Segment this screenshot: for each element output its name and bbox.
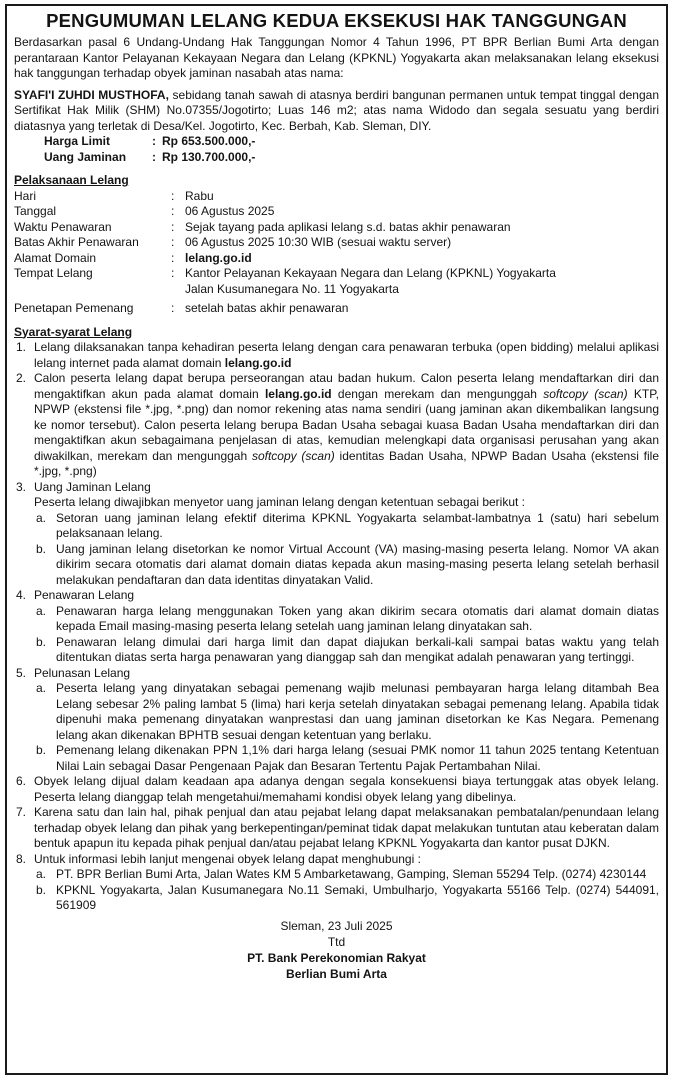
price-value: Rp 130.700.000,- (162, 149, 256, 164)
schedule-key: Tempat Lelang (14, 266, 93, 280)
list-number: 6. (16, 774, 27, 788)
schedule-colon: : (171, 301, 175, 315)
text-span: KTP, NPWP (ekstensi file *.jpg, *.png) dan nomor rekening atas nama sendiri (uang jaminan akan dikembalikan langsung ke nomor tersebut). Calon peserta lelang berupa Badan Usaha sebagai kuasa Badan Usaha mendaftarkan diri dan mengaktifkan akun sebagaimana penjelasan di atas, kemudian melengkapi data organisasi perusahan yang akan diwakilkan, merekam dan mengunggah (34, 386, 659, 463)
schedule-row (14, 251, 659, 267)
schedule-row (14, 266, 659, 297)
sublist-text: Setoran uang jaminan lelang efektif diterima KPKNL Yogyakarta selambat-lambatnya 1 (satu) hari sebelum pelaksanaan lelang. (56, 510, 659, 540)
sublist-item (34, 743, 659, 774)
venue-address: Jalan Kusumanegara No. 11 Yogyakarta (185, 281, 399, 296)
venue-name: Kantor Pelayanan Kekayaan Negara dan Lelang (KPKNL) Yogyakarta (185, 266, 556, 280)
price-colon: : (152, 149, 156, 164)
schedule-key: Batas Akhir Penawaran (14, 235, 139, 249)
list-item (14, 666, 659, 682)
text-span: softcopy (scan) (251, 448, 335, 463)
schedule-value: 06 Agustus 2025 (185, 204, 275, 218)
domain-link[interactable]: lelang.go.id (224, 355, 292, 370)
sublist-text: Penawaran harga lelang menggunakan Token yang akan dikirim secara otomatis dari alamat domain diatas kepada Email masing-masing peserta lelang setelah uang jaminan lelang dinyatakan sah. (56, 603, 659, 633)
schedule-key: Penetapan Pemenang (14, 301, 134, 315)
list-item (14, 805, 659, 852)
sublist-text: Uang jaminan lelang disetorkan ke nomor Virtual Account (VA) masing-masing peserta lelang. Nomor VA akan dikirim secara otomatis dari alamat domain diatas kepada akun masing-masing peserta lelang setelah berhasil melakukan pendaftaran dan data identitas dinyatakan Valid. (56, 541, 659, 587)
list-text: Pelunasan Lelang (34, 665, 131, 680)
schedule-key: Waktu Penawaran (14, 219, 112, 234)
company-name: Berlian Bumi Arta (286, 966, 387, 981)
schedule-colon: : (171, 235, 175, 249)
announcement-page (5, 4, 668, 1075)
sublist-letter: b. (36, 882, 47, 897)
sublist-item (34, 542, 659, 589)
schedule-value: Sejak tayang pada aplikasi lelang s.d. batas akhir penawaran (185, 219, 511, 234)
sublist-item (34, 681, 659, 743)
price-row-limit (14, 134, 659, 150)
sublist (14, 604, 659, 666)
text-span: dengan merekam dan mengunggah (331, 386, 544, 401)
sublist-letter: b. (36, 541, 47, 556)
list-item (14, 371, 659, 480)
sublist-text: Penawaran lelang dimulai dari harga limit dan dapat diajukan berkali-kali sampai batas waktu yang telah ditentukan diatas serta harga penawaran yang dianggap sah dan mengikat adalah penawaran yang tertinggi. (56, 634, 659, 664)
list-item (14, 774, 659, 805)
sublist-letter: a. (36, 603, 47, 618)
schedule-key: Tanggal (14, 204, 57, 218)
schedule-colon: : (171, 266, 175, 280)
list-item (14, 852, 659, 868)
list-item (14, 340, 659, 371)
schedule-key: Alamat Domain (14, 250, 97, 265)
list-number: 8. (16, 851, 27, 866)
list-text: Uang Jaminan Lelang (34, 479, 151, 494)
list-text (34, 340, 659, 371)
list-number: 7. (16, 805, 27, 819)
price-label: Harga Limit (44, 134, 111, 148)
section-heading-pelaksanaan: Pelaksanaan Lelang (14, 173, 129, 187)
price-label: Uang Jaminan (44, 149, 127, 164)
object-desc-text: sebidang tanah sawah di atasnya berdiri bangunan permanen untuk tempat tinggal dengan Sertifikat Hak Milik (SHM) No.07355/Jogotirto; Luas 146 m2; atas nama Widodo dan segala sesuatu yang berdiri diatasnya yang terletak di Desa/Kel. Jogotirto, Kec. Berbah, Kab. Sleman, DIY. (14, 87, 659, 133)
schedule-value (185, 266, 659, 297)
sublist-letter: a. (36, 681, 47, 695)
list-item (14, 480, 659, 496)
section-heading-syarat: Syarat-syarat Lelang (14, 324, 133, 339)
text-span: Calon peserta lelang dapat berupa perseorangan atau badan hukum. Calon peserta lelang mendaftarkan diri dan mengaktifkan akun pada alamat domain (34, 371, 659, 401)
sublist (14, 681, 659, 774)
intro-paragraph: Berdasarkan pasal 6 Undang-Undang Hak Tanggungan Nomor 4 Tahun 1996, PT BPR Berlian Bumi Arta dengan perantaraan Kantor Pelayanan Kekayaan Negara dan Lelang (KPKNL) Yogyakarta akan melaksanakan lelang eksekusi hak tanggungan terhadap obyek jaminan nasabah atas nama: (14, 35, 659, 80)
schedule-row (14, 301, 659, 317)
text-span: softcopy (scan) (543, 386, 628, 401)
text-span: identitas Badan Usaha, NPWP Badan Usaha (ekstensi file *.jpg, *.png) (34, 448, 659, 478)
schedule-colon: : (171, 204, 175, 218)
list-number: 4. (16, 588, 27, 602)
list-text: Penawaran Lelang (34, 588, 135, 602)
sublist-item (34, 604, 659, 635)
sublist-text: Peserta lelang yang dinyatakan sebagai pemenang wajib melunasi pembayaran harga lelang ditambah Bea Lelang sebesar 2% paling lambat 5 (lima) hari kerja setelah dinyatakan sebagai pemenang lelang. Apabila tidak dipenuhi maka pemenang dinyatakan wanprestasi dan uang jaminan disetorkan ke Kas Negara. Pemenang lelang akan dikenakan BPHTB sesuai dengan ketentuan yang berlaku. (56, 681, 659, 742)
list-text (34, 371, 659, 480)
schedule-row (14, 220, 659, 236)
debtor-name: SYAFI'I ZUHDI MUSTHOFA, (14, 87, 169, 102)
sublist-item (34, 883, 659, 914)
schedule-key: Hari (14, 188, 37, 203)
sublist-item (34, 635, 659, 666)
price-value: Rp 653.500.000,- (162, 134, 256, 148)
object-description (14, 88, 659, 135)
signature-block (14, 918, 659, 982)
schedule-colon: : (171, 188, 175, 203)
list-subtext: Peserta lelang diwajibkan menyetor uang jaminan lelang dengan ketentuan sebagai berikut : (34, 495, 525, 509)
price-row-deposit (14, 150, 659, 166)
list-number: 5. (16, 665, 27, 680)
schedule-colon: : (171, 219, 175, 234)
schedule-value: setelah batas akhir penawaran (185, 301, 349, 315)
sublist-text: KPKNL Yogyakarta, Jalan Kusumanegara No.11 Semaki, Umbulharjo, Yogyakarta 55166 Telp. (0274) 544091, 561909 (56, 882, 659, 912)
sublist-letter: a. (36, 510, 47, 525)
sublist (14, 511, 659, 589)
list-item (14, 588, 659, 604)
sublist-text: PT. BPR Berlian Bumi Arta, Jalan Wates KM 5 Ambarketawang, Gamping, Sleman 55294 Telp. (0274) 4230144 (56, 867, 647, 881)
sublist-text: Pemenang lelang dikenakan PPN 1,1% dari harga lelang (sesuai PMK nomor 11 tahun 2025 tentang Ketentuan Nilai Lain sebagai Dasar Pengenaan Pajak dan Besaran Tertentu Pajak Pertambahan Nilai. (56, 743, 659, 773)
schedule-value: Rabu (185, 188, 214, 203)
signature-mark: Ttd (327, 934, 346, 949)
page-title: PENGUMUMAN LELANG KEDUA EKSEKUSI HAK TANGGUNGAN (46, 10, 627, 31)
sublist-letter: b. (36, 743, 47, 757)
company-name: PT. Bank Perekonomian Rakyat (247, 950, 426, 965)
sublist-item (34, 511, 659, 542)
domain-link[interactable]: lelang.go.id (264, 386, 332, 401)
schedule-row (14, 235, 659, 251)
list-text: Untuk informasi lebih lanjut mengenai obyek lelang dapat menghubungi : (34, 851, 421, 866)
sublist-item (34, 867, 659, 883)
list-number: 2. (16, 371, 27, 385)
sublist-letter: a. (36, 867, 47, 881)
domain-link[interactable]: lelang.go.id (185, 250, 252, 265)
list-number: 1. (16, 340, 27, 354)
schedule-row (14, 189, 659, 205)
sublist (14, 867, 659, 914)
price-colon: : (152, 134, 156, 148)
list-number: 3. (16, 479, 27, 494)
sublist-letter: b. (36, 634, 47, 649)
text-span: Lelang dilaksanakan tanpa kehadiran peserta lelang dengan cara penawaran terbuka (open bidding) melalui aplikasi lelang internet pada alamat domain (34, 340, 659, 370)
list-text: Obyek lelang dijual dalam keadaan apa adanya dengan segala konsekuensi biaya tertunggak atas obyek lelang. Peserta lelang dianggap telah mengetahui/memahami kondisi obyek lelang yang dibelinya. (34, 774, 659, 804)
schedule-row (14, 204, 659, 220)
place-date: Sleman, 23 Juli 2025 (280, 918, 393, 933)
schedule-colon: : (171, 250, 175, 265)
schedule-value: 06 Agustus 2025 10:30 WIB (sesuai waktu server) (185, 235, 452, 249)
list-text: Karena satu dan lain hal, pihak penjual dan atau pejabat lelang dapat melaksanakan pembatalan/penundaan lelang terhadap obyek lelang dan pihak yang berkepentingan/peminat tidak dapat melakukan tuntutan atau keberatan dalam bentuk apapun itu kepada pihak penjual dan/atau pejabat lelang KPKNL Yogyakarta dan kantor pusat DJKN. (34, 805, 659, 850)
